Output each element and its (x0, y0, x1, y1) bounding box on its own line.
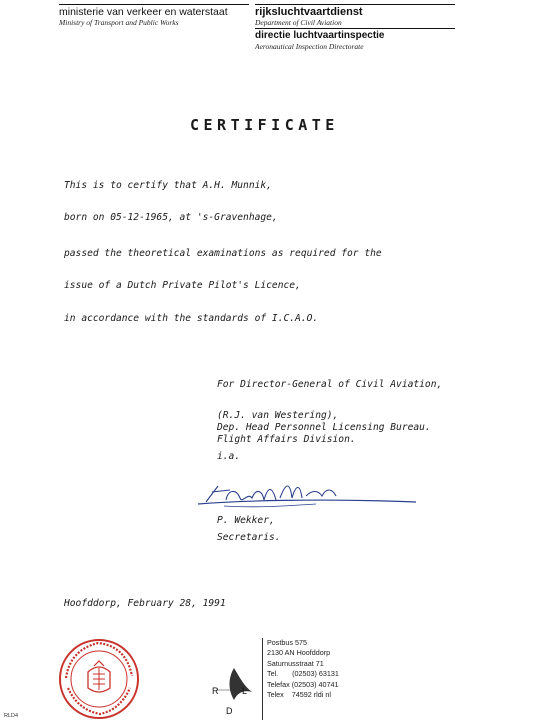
logo-letter-l: L (242, 686, 248, 696)
ministry-header (59, 4, 249, 27)
exam-line: passed the theoretical examinations as required for the (64, 248, 382, 259)
footer-code: RLD4 (4, 713, 19, 719)
secretary-role: Secretaris. (217, 532, 281, 543)
address-block (262, 638, 412, 720)
address-line: Telex 74592 rldi nl (267, 690, 331, 700)
directorate-subtitle: Aeronautical Inspection Directorate (255, 42, 364, 51)
address-line: Telefax (02503) 40741 (267, 679, 339, 689)
licence-line: issue of a Dutch Private Pilot's Licence, (64, 280, 301, 291)
ia-text: i.a. (217, 451, 241, 462)
ministry-name: ministerie van verkeer en waterstaat (59, 6, 228, 18)
place-date: Hoofddorp, February 28, 1991 (64, 598, 226, 609)
address-line: Saturnusstraat 71 (267, 658, 324, 668)
directorate-header (255, 28, 455, 51)
signatory-role-2: Flight Affairs Division. (217, 434, 356, 445)
logo-letter-r: R (212, 686, 219, 696)
rld-logo (208, 664, 256, 723)
signatory-name: (R.J. van Westering), (217, 410, 339, 421)
ministry-subtitle: Ministry of Transport and Public Works (59, 18, 179, 27)
agency-subtitle: Department of Civil Aviation (255, 18, 342, 27)
birth-line: born on 05-12-1965, at 's-Gravenhage, (64, 212, 278, 223)
agency-header (255, 4, 455, 27)
certify-line: This is to certify that A.H. Munnik, (64, 180, 272, 191)
for-director-line: For Director-General of Civil Aviation, (217, 379, 443, 390)
address-line: 2130 AN Hoofddorp (267, 648, 331, 658)
icao-line: in accordance with the standards of I.C.A.O. (64, 313, 319, 324)
certificate-title: CERTIFICATE (190, 116, 339, 134)
official-seal-icon (58, 638, 140, 720)
agency-name: rijksluchtvaartdienst (255, 6, 363, 18)
secretary-name: P. Wekker, (217, 515, 275, 526)
bird-icon (208, 664, 256, 718)
directorate-name: directie luchtvaartinspectie (255, 30, 385, 41)
address-line: Postbus 575 (267, 638, 307, 647)
handwritten-signature (196, 478, 426, 518)
address-line: Tel. (02503) 63131 (267, 669, 339, 679)
signatory-role-1: Dep. Head Personnel Licensing Bureau. (217, 422, 431, 433)
logo-letter-d: D (226, 706, 233, 716)
